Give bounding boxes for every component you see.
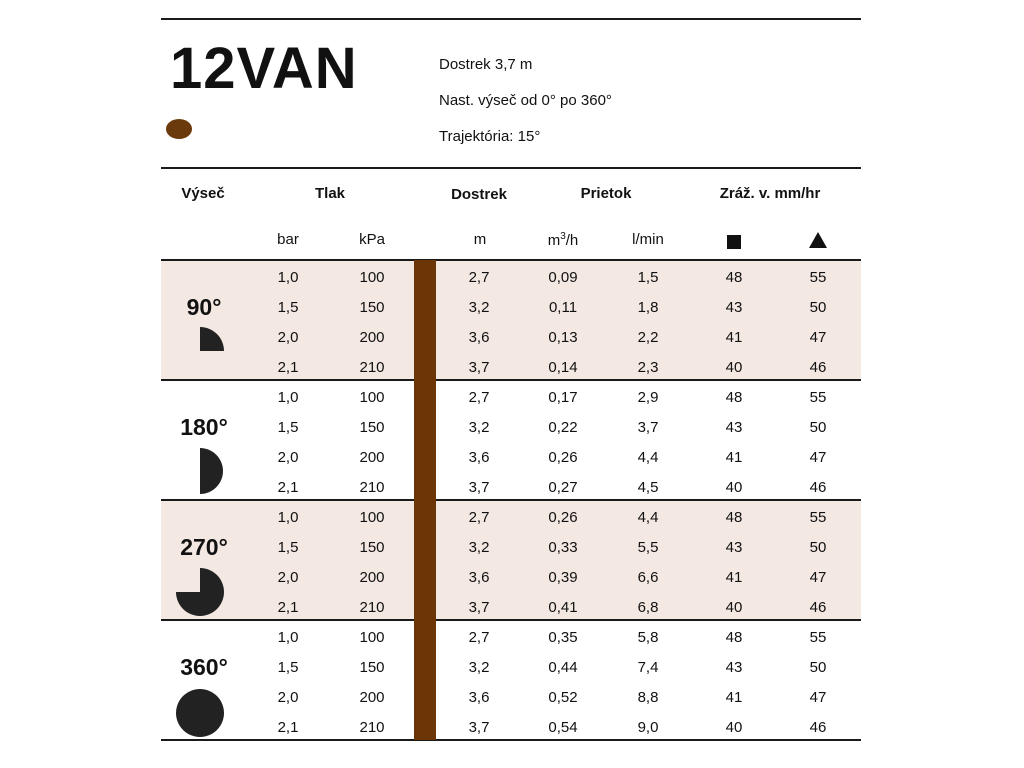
cell-kpa: 150 bbox=[359, 659, 385, 676]
cell-precip-square: 48 bbox=[725, 629, 743, 646]
cell-precip-square: 41 bbox=[725, 329, 743, 346]
model-title: 12VAN bbox=[170, 36, 358, 101]
header-flow: Prietok bbox=[580, 185, 632, 202]
section-rule bbox=[161, 499, 861, 501]
cell-bar: 1,0 bbox=[277, 389, 299, 406]
arc-label-270: 270° bbox=[180, 534, 228, 560]
cell-precip-square: 41 bbox=[725, 569, 743, 586]
nozzle-color-dot bbox=[166, 119, 192, 139]
cell-precip-triangle: 55 bbox=[809, 389, 827, 406]
header-precipitation: Zráž. v. mm/hr bbox=[719, 185, 821, 202]
cell-precip-square: 48 bbox=[725, 269, 743, 286]
cell-precip-triangle: 50 bbox=[809, 299, 827, 316]
cell-kpa: 200 bbox=[359, 569, 385, 586]
cell-flow-m3h: 0,22 bbox=[548, 419, 578, 436]
cell-flow-lmin: 6,8 bbox=[637, 599, 659, 616]
top-rule bbox=[161, 18, 861, 20]
cell-kpa: 210 bbox=[359, 359, 385, 376]
cell-flow-m3h: 0,17 bbox=[548, 389, 578, 406]
cell-range-m: 3,7 bbox=[468, 599, 490, 616]
cell-flow-m3h: 0,26 bbox=[548, 449, 578, 466]
cell-flow-lmin: 4,4 bbox=[637, 449, 659, 466]
cell-kpa: 100 bbox=[359, 269, 385, 286]
cell-flow-lmin: 4,4 bbox=[637, 509, 659, 526]
cell-precip-square: 40 bbox=[725, 359, 743, 376]
cell-bar: 2,0 bbox=[277, 329, 299, 346]
cell-range-m: 3,2 bbox=[468, 299, 490, 316]
cell-kpa: 200 bbox=[359, 689, 385, 706]
cell-flow-m3h: 0,14 bbox=[548, 359, 578, 376]
section-rule bbox=[161, 259, 861, 261]
bottom-rule bbox=[161, 739, 861, 741]
cell-flow-m3h: 0,09 bbox=[548, 269, 578, 286]
cell-kpa: 150 bbox=[359, 539, 385, 556]
cell-precip-triangle: 46 bbox=[809, 719, 827, 736]
cell-range-m: 2,7 bbox=[468, 629, 490, 646]
subheader-lmin: l/min bbox=[632, 231, 664, 248]
cell-flow-lmin: 3,7 bbox=[637, 419, 659, 436]
cell-bar: 2,0 bbox=[277, 689, 299, 706]
cell-precip-triangle: 50 bbox=[809, 539, 827, 556]
cell-precip-square: 48 bbox=[725, 389, 743, 406]
cell-kpa: 100 bbox=[359, 389, 385, 406]
cell-flow-lmin: 6,6 bbox=[637, 569, 659, 586]
cell-precip-triangle: 55 bbox=[809, 629, 827, 646]
cell-precip-triangle: 50 bbox=[809, 659, 827, 676]
cell-bar: 1,0 bbox=[277, 629, 299, 646]
cell-kpa: 200 bbox=[359, 449, 385, 466]
cell-bar: 1,5 bbox=[277, 659, 299, 676]
cell-flow-m3h: 0,33 bbox=[548, 539, 578, 556]
cell-range-m: 3,6 bbox=[468, 329, 490, 346]
cell-precip-square: 43 bbox=[725, 539, 743, 556]
cell-range-m: 3,2 bbox=[468, 419, 490, 436]
cell-precip-square: 40 bbox=[725, 599, 743, 616]
cell-range-m: 2,7 bbox=[468, 509, 490, 526]
cell-kpa: 100 bbox=[359, 509, 385, 526]
cell-range-m: 3,2 bbox=[468, 659, 490, 676]
cell-flow-lmin: 5,5 bbox=[637, 539, 659, 556]
cell-bar: 1,0 bbox=[277, 269, 299, 286]
cell-flow-m3h: 0,27 bbox=[548, 479, 578, 496]
cell-precip-triangle: 46 bbox=[809, 599, 827, 616]
cell-precip-square: 43 bbox=[725, 419, 743, 436]
square-spacing-icon bbox=[726, 234, 742, 250]
cell-bar: 2,1 bbox=[277, 359, 299, 376]
cell-precip-triangle: 47 bbox=[809, 689, 827, 706]
cell-flow-m3h: 0,54 bbox=[548, 719, 578, 736]
three-quarter-circle-icon bbox=[175, 567, 225, 617]
cell-flow-lmin: 2,9 bbox=[637, 389, 659, 406]
half-circle-icon bbox=[199, 447, 225, 495]
cell-flow-m3h: 0,44 bbox=[548, 659, 578, 676]
spec-range: Dostrek 3,7 m bbox=[439, 56, 533, 73]
cell-flow-m3h: 0,35 bbox=[548, 629, 578, 646]
cell-kpa: 200 bbox=[359, 329, 385, 346]
cell-precip-square: 40 bbox=[725, 479, 743, 496]
cell-precip-triangle: 55 bbox=[809, 509, 827, 526]
cell-range-m: 2,7 bbox=[468, 269, 490, 286]
full-circle-icon bbox=[175, 688, 225, 738]
triangle-spacing-icon bbox=[808, 231, 828, 249]
cell-range-m: 3,2 bbox=[468, 539, 490, 556]
cell-flow-m3h: 0,52 bbox=[548, 689, 578, 706]
cell-precip-square: 43 bbox=[725, 299, 743, 316]
cell-precip-square: 43 bbox=[725, 659, 743, 676]
cell-flow-lmin: 4,5 bbox=[637, 479, 659, 496]
cell-flow-lmin: 7,4 bbox=[637, 659, 659, 676]
cell-kpa: 210 bbox=[359, 599, 385, 616]
cell-range-m: 3,6 bbox=[468, 689, 490, 706]
cell-bar: 2,0 bbox=[277, 569, 299, 586]
cell-flow-m3h: 0,11 bbox=[548, 299, 578, 316]
subheader-m3h: $m^3/h$ bbox=[547, 231, 579, 249]
cell-range-m: 3,7 bbox=[468, 359, 490, 376]
cell-range-m: 3,7 bbox=[468, 719, 490, 736]
cell-flow-lmin: 8,8 bbox=[637, 689, 659, 706]
arc-label-180: 180° bbox=[180, 414, 228, 440]
cell-flow-m3h: 0,41 bbox=[548, 599, 578, 616]
cell-kpa: 150 bbox=[359, 419, 385, 436]
cell-bar: 1,5 bbox=[277, 419, 299, 436]
cell-precip-triangle: 50 bbox=[809, 419, 827, 436]
cell-bar: 1,5 bbox=[277, 299, 299, 316]
section-rule bbox=[161, 379, 861, 381]
cell-bar: 2,1 bbox=[277, 479, 299, 496]
cell-kpa: 100 bbox=[359, 629, 385, 646]
cell-precip-triangle: 55 bbox=[809, 269, 827, 286]
header-rule bbox=[161, 167, 861, 169]
cell-flow-lmin: 2,3 bbox=[637, 359, 659, 376]
cell-kpa: 150 bbox=[359, 299, 385, 316]
spec-arc: Nast. výseč od 0° po 360° bbox=[439, 92, 612, 109]
cell-flow-lmin: 2,2 bbox=[637, 329, 659, 346]
subheader-kpa: kPa bbox=[359, 231, 385, 248]
cell-precip-square: 41 bbox=[725, 449, 743, 466]
cell-precip-triangle: 47 bbox=[809, 329, 827, 346]
header-arc: Výseč bbox=[181, 185, 225, 202]
cell-precip-square: 40 bbox=[725, 719, 743, 736]
subheader-bar: bar bbox=[277, 231, 299, 248]
cell-flow-m3h: 0,39 bbox=[548, 569, 578, 586]
cell-precip-square: 48 bbox=[725, 509, 743, 526]
cell-precip-square: 41 bbox=[725, 689, 743, 706]
header-range: Dostrek bbox=[451, 186, 507, 203]
cell-range-m: 2,7 bbox=[468, 389, 490, 406]
arc-label-90: 90° bbox=[186, 294, 222, 320]
cell-bar: 2,0 bbox=[277, 449, 299, 466]
arc-label-360: 360° bbox=[180, 654, 228, 680]
cell-precip-triangle: 47 bbox=[809, 449, 827, 466]
subheader-m: m bbox=[473, 231, 487, 248]
cell-flow-lmin: 1,5 bbox=[637, 269, 659, 286]
cell-precip-triangle: 46 bbox=[809, 359, 827, 376]
cell-bar: 1,0 bbox=[277, 509, 299, 526]
cell-range-m: 3,6 bbox=[468, 569, 490, 586]
cell-range-m: 3,7 bbox=[468, 479, 490, 496]
cell-flow-m3h: 0,26 bbox=[548, 509, 578, 526]
cell-flow-lmin: 9,0 bbox=[637, 719, 659, 736]
spec-trajectory: Trajektória: 15° bbox=[439, 128, 541, 145]
cell-bar: 2,1 bbox=[277, 599, 299, 616]
cell-bar: 2,1 bbox=[277, 719, 299, 736]
cell-kpa: 210 bbox=[359, 479, 385, 496]
section-rule bbox=[161, 619, 861, 621]
cell-precip-triangle: 46 bbox=[809, 479, 827, 496]
header-pressure: Tlak bbox=[314, 185, 345, 202]
nozzle-color-bar bbox=[414, 260, 436, 740]
cell-flow-lmin: 1,8 bbox=[637, 299, 659, 316]
cell-flow-lmin: 5,8 bbox=[637, 629, 659, 646]
cell-kpa: 210 bbox=[359, 719, 385, 736]
cell-bar: 1,5 bbox=[277, 539, 299, 556]
cell-range-m: 3,6 bbox=[468, 449, 490, 466]
quarter-circle-icon bbox=[199, 326, 225, 352]
cell-flow-m3h: 0,13 bbox=[548, 329, 578, 346]
cell-precip-triangle: 47 bbox=[809, 569, 827, 586]
